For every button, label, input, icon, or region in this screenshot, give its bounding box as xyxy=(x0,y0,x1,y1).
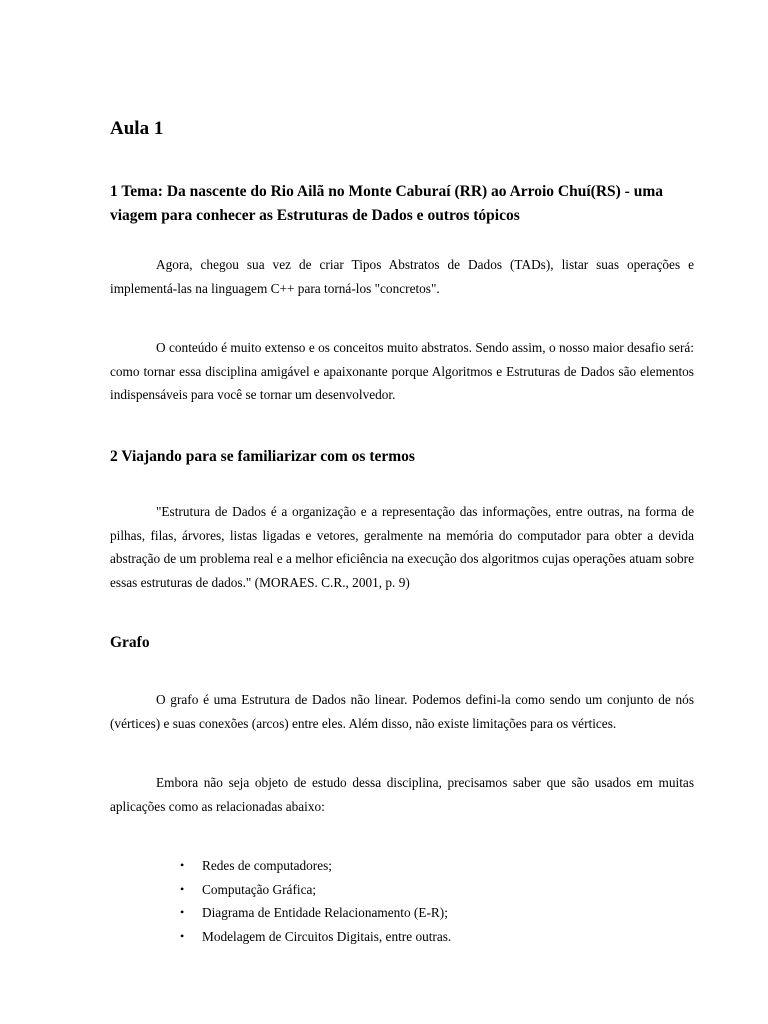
list-item: • Computação Gráfica; xyxy=(180,878,680,902)
page-title: Aula 1 xyxy=(110,118,164,139)
bullet-icon: • xyxy=(180,905,185,919)
list-item: • Modelagem de Circuitos Digitais, entre outras. xyxy=(180,925,680,949)
section-1-heading: 1 Tema: Da nascente do Rio Ailã no Monte Caburaí (RR) ao Arroio Chuí(RS) - uma viagem para conhecer as Estruturas de Dados e outros tópicos xyxy=(110,183,663,224)
section-1-paragraph-2: O conteúdo é muito extenso e os conceitos muito abstratos. Sendo assim, o nosso maior desafio será: como tornar essa disciplina amigável e apaixonante porque Algoritmos e Estruturas de Dados são elementos indispensáveis para você se tornar um desenvolvedor. xyxy=(110,340,694,402)
list-item: • Redes de computadores; xyxy=(180,854,680,878)
bullet-icon: • xyxy=(180,858,185,872)
list-item: • Diagrama de Entidade Relacionamento (E-R); xyxy=(180,901,680,925)
section-2-heading: 2 Viajando para se familiarizar com os termos xyxy=(110,448,415,465)
grafo-paragraph-1: O grafo é uma Estrutura de Dados não linear. Podemos defini-la como sendo um conjunto de nós (vértices) e suas conexões (arcos) entre eles. Além disso, não existe limitações para os vértices. xyxy=(110,692,694,731)
bullet-icon: • xyxy=(180,881,185,896)
grafo-heading: Grafo xyxy=(110,634,150,651)
bullet-icon: • xyxy=(180,928,185,943)
section-1-paragraph-1: Agora, chegou sua vez de criar Tipos Abstratos de Dados (TADs), listar suas operações e implementá-las na linguagem C++ para torná-los "concretos". xyxy=(110,257,694,296)
applications-list xyxy=(180,854,680,948)
grafo-paragraph-2: Embora não seja objeto de estudo dessa disciplina, precisamos saber que são usados em muitas aplicações como as relacionadas abaixo: xyxy=(110,775,694,814)
section-2-quote: "Estrutura de Dados é a organização e a representação das informações, entre outras, na forma de pilhas, filas, árvores, listas ligadas e vetores, geralmente na memória do computador para obter a devida abstração de um problema real e a melhor eficiência na execução dos algoritmos cujas operações atuam sobre essas estruturas de dados." (MORAES. C.R., 2001, p. 9) xyxy=(110,504,694,590)
